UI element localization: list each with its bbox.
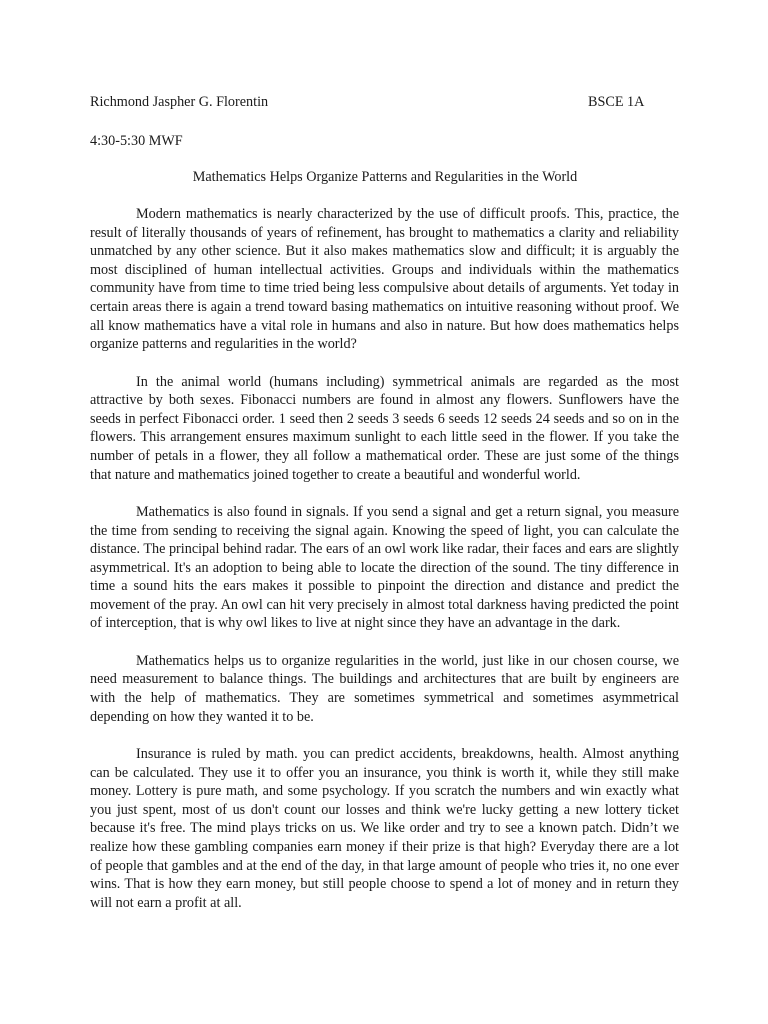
- paragraph: In the animal world (humans including) symmetrical animals are regarded as the most attractive by both sexes. Fibonacci numbers are found in almost any flowers. Sunflowers have the seeds in perfect Fibonacci order. 1 seed then 2 seeds 3 seeds 6 seeds 12 seeds 24 seeds and so on in the flowers. This arrangement ensures maximum sunlight to each little seed in the flower. If you take the number of petals in a flower, they all follow a mathematical order. These are just some of the things that nature and mathematics joined together to create a beautiful and wonderful world.: [90, 373, 679, 483]
- paragraph: Mathematics helps us to organize regularities in the world, just like in our chosen course, we need measurement to balance things. The buildings and architectures that are built by engineers are with the help of mathematics. They are sometimes symmetrical and sometimes asymmetrical depending on how they wanted it to be.: [90, 652, 679, 725]
- paragraph: Mathematics is also found in signals. If you send a signal and get a return signal, you measure the time from sending to receiving the signal again. Knowing the speed of light, you can calculate the distance. The principal behind radar. The ears of an owl work like radar, their faces and ears are slightly asymmetrical. It's an adoption to being able to locate the direction of the sound. The tiny difference in time a sound hits the ears makes it possible to pinpoint the direction and distance and predict the movement of the pray. An owl can hit very precisely in almost total darkness having predicted the point of interception, that is why owl likes to live at night since they have an advantage in the dark.: [90, 503, 679, 632]
- essay-body: [90, 205, 679, 912]
- essay-title: Mathematics Helps Organize Patterns and Regularities in the World: [192, 169, 578, 185]
- class-schedule: 4:30-5:30 MWF: [90, 133, 183, 149]
- author-name: Richmond Jaspher G. Florentin: [90, 94, 269, 110]
- author-course-row: [90, 92, 680, 112]
- paragraph: Insurance is ruled by math. you can predict accidents, breakdowns, health. Almost anything can be calculated. They use it to offer you an insurance, you think is worth it, while they still make money. Lottery is pure math, and some psychology. If you scratch the numbers and win exactly what you just spent, most of us don't count our losses and think we're lucky getting a new lottery ticket because it's free. The mind plays tricks on us. We like order and try to see a known patch. Didn’t we realize how these gambling companies earn money if their prize is that high? Everyday there are a lot of people that gambles and at the end of the day, in that large amount of people who tries it, no one ever wins. That is how they earn money, but still people choose to spend a lot of money and in return they will not earn a profit at all.: [90, 746, 679, 911]
- paragraph: Modern mathematics is nearly characterized by the use of difficult proofs. This, practice, the result of literally thousands of years of refinement, has brought to mathematics a clarity and reliability unmatched by any other science. But it also makes mathematics slow and difficult; it is arguably the most disciplined of human intellectual activities. Groups and individuals within the mathematics community have from time to time tried being less compulsive about details of arguments. Yet today in certain areas there is again a trend toward basing mathematics on intuitive reasoning without proof. We all know mathematics have a vital role in humans and also in nature. But how does mathematics helps organize patterns and regularities in the world?: [90, 206, 679, 353]
- course-section: BSCE 1A: [588, 94, 645, 110]
